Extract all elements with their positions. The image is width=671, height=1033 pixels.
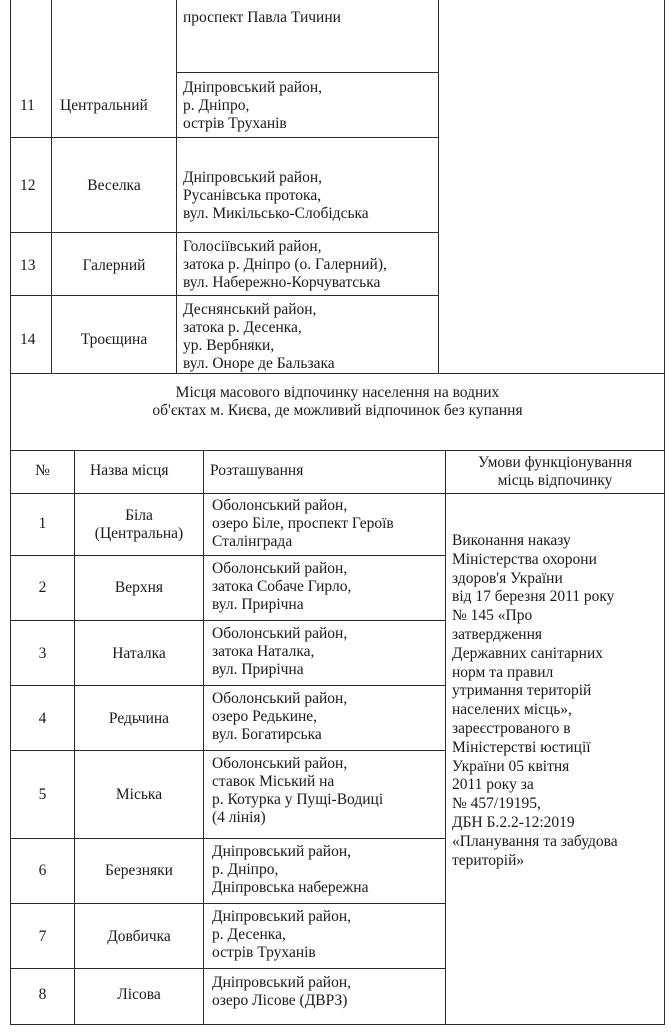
place-name: Березняки [105,862,173,879]
table-cell-location: проспект Павла Тичини [183,9,341,26]
table-border [10,373,665,374]
place-name: Верхня [114,579,164,596]
place-name: Веселка [87,177,141,194]
table-cell-location: Оболонський район, ставок Міський на р. Котурка у Пущі-Водиці (4 лінія) [212,755,384,826]
row-number: 3 [38,645,47,662]
conditions-text: Виконання наказу Міністерства охорони здоров'я України від 17 березня 2011 року № 145 «Про затвердження Державних санітарних норм та правил утримання територій населених місць», зареєстрованого в Міністерстві юстиції України 05 квітня 2011 року за № 457/19195, ДБН Б.2.2-12:2019 «Планування та забудова територій» [452,532,618,869]
row-number: 11 [20,97,35,114]
row-number: 14 [20,331,36,348]
table-cell-location: Деснянський район, затока р. Десенка, ур. Вербняки, вул. Оноре де Бальзака [183,301,335,372]
place-name: Центральний [60,97,148,114]
table-cell-location: Дніпровський район, р. Дніпро, острів Труханів [183,79,322,132]
place-name: Міська [115,786,163,803]
table-border [10,232,439,233]
table-border [10,903,446,904]
row-number: 5 [38,786,47,803]
table-border [10,750,446,751]
table-cell-location: Оболонський район, озеро Редькине, вул. Богатирська [212,690,348,743]
table-cell-location: Дніпровський район, Русанівська протока, вул. Микільсько-Слобідська [183,169,369,222]
place-name: Галерний [82,257,146,274]
row-number: 6 [38,862,47,879]
row-number: 4 [38,710,47,727]
place-name: Редьчина [108,710,170,727]
table-border [10,685,446,686]
table-cell-location: Дніпровський район, озеро Лісове (ДВРЗ) [212,974,351,1009]
place-name: Довбичка [107,928,171,945]
row-number: 12 [20,177,36,194]
table-border [176,72,439,73]
table-border [10,838,446,839]
column-header-conditions: Умови функціонування місць відпочинку [477,454,632,489]
column-header-number: № [35,462,50,479]
table-cell-location: Дніпровський район, р. Десенка, острів Труханів [212,908,351,961]
table-cell-location: Оболонський район, затока Собаче Гирло, вул. Прирічна [212,560,352,613]
column-header-location: Розташування [210,462,304,479]
table-border [203,450,204,1025]
row-number: 8 [38,986,47,1003]
place-name: Наталка [112,645,166,662]
table-cell-location: Дніпровський район, р. Дніпро, Дніпровська набережна [212,843,369,896]
table-border [176,0,177,373]
section-title: Місця масового відпочинку населення на водних об'єктах м. Києва, де можливий відпочинок без купання [152,384,523,419]
row-number: 13 [20,257,36,274]
column-header-name: Назва місця [90,462,169,479]
place-name: Троєщина [80,331,148,348]
table-border [10,1024,665,1025]
table-border [445,450,446,1025]
table-border [10,555,446,556]
table-cell-location: Оболонський район, затока Наталка, вул. Прирічна [212,625,348,678]
place-name: Лісова [117,986,161,1003]
table-border [664,0,665,450]
table-border [10,450,665,451]
table-border [10,620,446,621]
row-number: 1 [38,515,47,532]
table-border [10,137,439,138]
row-number: 2 [38,579,47,596]
table-border [664,450,665,1025]
place-name: Біла (Центральна) [94,507,184,542]
table-border [10,295,439,296]
table-border [10,0,11,373]
table-cell-location: Оболонський район, озеро Біле, проспект Героїв Сталінграда [212,497,394,550]
row-number: 7 [38,928,47,945]
table-border [10,493,665,494]
table-border [438,0,439,373]
table-border [10,968,446,969]
table-cell-location: Голосіївський район, затока р. Дніпро (о. Галерний), вул. Набережно-Корчуватська [183,238,387,291]
